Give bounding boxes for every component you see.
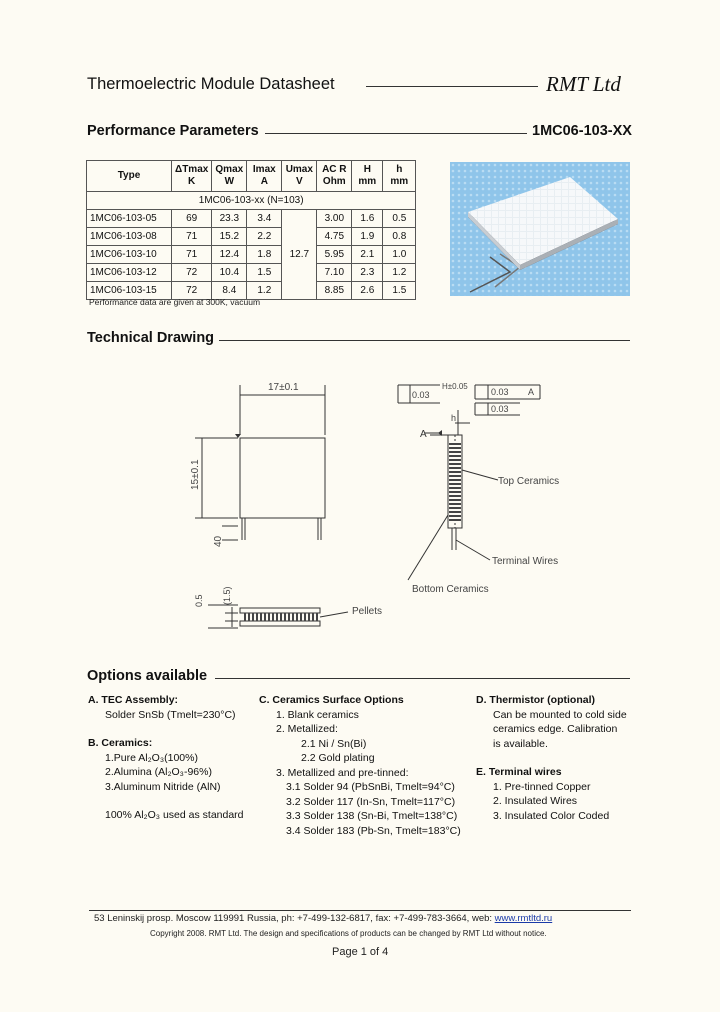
performance-table xyxy=(86,160,416,300)
list-item: is available. xyxy=(493,737,548,750)
header-rule xyxy=(366,86,538,87)
cell-type: 1MC06-103-10 xyxy=(87,246,172,264)
table-row xyxy=(87,264,416,282)
website-link[interactable]: www.rmtltd.ru xyxy=(494,913,553,924)
cell-q: 15.2 xyxy=(212,228,247,246)
dim-side: h xyxy=(451,413,457,423)
list-item: Can be mounted to cold side xyxy=(493,708,627,721)
cell-q: 12.4 xyxy=(212,246,247,264)
table-row xyxy=(87,228,416,246)
table-row xyxy=(87,246,416,264)
cell-h: 0.5 xyxy=(383,210,416,228)
page-number: Page 1 of 4 xyxy=(332,946,389,958)
address-text: 53 Leninskij prosp. Moscow 119991 Russia, ph: +7-499-132-6817, fax: +7-499-783-3664, web: xyxy=(94,913,495,924)
options-col1 xyxy=(88,693,258,823)
cell-r: 4.75 xyxy=(317,228,352,246)
dim-tol2: 0.03 xyxy=(491,387,509,397)
cell-q: 10.4 xyxy=(212,264,247,282)
cell-H: 2.3 xyxy=(352,264,383,282)
footer-address xyxy=(94,913,552,924)
group-row xyxy=(87,192,416,210)
col-acr: AC R Ohm xyxy=(317,161,352,192)
cell-dt: 72 xyxy=(172,264,212,282)
cell-r: 3.00 xyxy=(317,210,352,228)
col-H: H mm xyxy=(352,161,383,192)
dim-top: H±0.05 xyxy=(442,382,468,391)
dim-tol1: 0.03 xyxy=(412,390,430,400)
list-item: Solder SnSb (Tmelt=230°C) xyxy=(105,708,236,721)
document-title: Thermoelectric Module Datasheet xyxy=(87,75,335,93)
list-item: 2.2 Gold plating xyxy=(301,752,375,764)
cell-type: 1MC06-103-08 xyxy=(87,228,172,246)
list-item: ceramics edge. Calibration xyxy=(493,723,618,735)
cell-dt: 72 xyxy=(172,282,212,300)
part-number: 1MC06-103-XX xyxy=(532,123,632,139)
col-h: h mm xyxy=(383,161,416,192)
col-dtmax: ΔTmax K xyxy=(172,161,212,192)
cell-q: 23.3 xyxy=(212,210,247,228)
list-item: 1.Pure Al₂O₃(100%) xyxy=(105,751,198,764)
ceramics-title: B. Ceramics: xyxy=(88,737,153,749)
cell-type: 1MC06-103-15 xyxy=(87,282,172,300)
footer-rule xyxy=(89,910,631,911)
col-imax: Imax A xyxy=(247,161,282,192)
cell-r: 8.85 xyxy=(317,282,352,300)
performance-heading: Performance Parameters xyxy=(87,123,259,139)
list-item: 3.4 Solder 183 (Pb-Sn, Tmelt=183°C) xyxy=(286,824,461,837)
options-rule xyxy=(215,678,630,679)
list-item: 2.1 Ni / Sn(Bi) xyxy=(301,737,367,750)
module-photo-image xyxy=(450,162,630,296)
cell-i: 3.4 xyxy=(247,210,282,228)
cell-h: 0.8 xyxy=(383,228,416,246)
options-heading: Options available xyxy=(87,668,208,684)
options-col3 xyxy=(476,693,636,823)
cell-H: 1.6 xyxy=(352,210,383,228)
cell-i: 1.2 xyxy=(247,282,282,300)
brand-logo-text: RMT Ltd xyxy=(546,72,621,96)
performance-note: Performance data are given at 300K, vacuum xyxy=(89,297,261,307)
performance-rule xyxy=(265,133,527,134)
dim-height: 15±0.1 xyxy=(190,459,201,490)
cell-i: 1.5 xyxy=(247,264,282,282)
module-top-view xyxy=(240,438,325,518)
cell-type: 1MC06-103-05 xyxy=(87,210,172,228)
drawing-heading: Technical Drawing xyxy=(87,330,215,346)
dim-thick2: (1.5) xyxy=(222,586,232,605)
dim-tol3: 0.03 xyxy=(491,404,509,414)
list-item: 3. Insulated Color Coded xyxy=(493,809,610,822)
footer-copyright: Copyright 2008. RMT Ltd. The design and specifications of products can be changed by RMT Ltd without notice. xyxy=(150,929,547,938)
cell-dt: 71 xyxy=(172,246,212,264)
col-type: Type xyxy=(87,161,172,192)
list-item: 100% Al₂O₃ used as standard xyxy=(105,809,244,821)
list-item: 3.Aluminum Nitride (AlN) xyxy=(105,780,221,793)
list-item: 3.2 Solder 117 (In-Sn, Tmelt=117°C) xyxy=(286,795,456,808)
cell-h: 1.2 xyxy=(383,264,416,282)
label-top-ceramics: Top Ceramics xyxy=(498,476,560,487)
list-item: 3.1 Solder 94 (PbSnBi, Tmelt=94°C) xyxy=(286,781,455,793)
cell-i: 2.2 xyxy=(247,228,282,246)
cell-dt: 71 xyxy=(172,228,212,246)
list-item: 2.Alumina (Al₂O₃-96%) xyxy=(105,766,212,778)
list-item: 2. Insulated Wires xyxy=(493,795,578,807)
datum-ref: A xyxy=(528,387,535,397)
table-row xyxy=(87,210,416,228)
list-item: 3.3 Solder 138 (Sn-Bi, Tmelt=138°C) xyxy=(286,810,458,822)
list-item: 2. Metallized: xyxy=(276,723,338,735)
label-terminal-wires: Terminal Wires xyxy=(492,556,559,567)
dim-lead: 40 xyxy=(213,535,224,547)
label-pellets: Pellets xyxy=(352,606,383,617)
col-qmax: Qmax W xyxy=(212,161,247,192)
dim-thick1: 0.5 xyxy=(194,594,204,607)
label-bottom-ceramics: Bottom Ceramics xyxy=(412,584,489,595)
options-col2 xyxy=(259,693,474,838)
surface-options-title: C. Ceramics Surface Options xyxy=(259,694,404,706)
col-umax: Umax V xyxy=(282,161,317,192)
dim-width: 17±0.1 xyxy=(268,382,299,393)
list-item: 1. Blank ceramics xyxy=(276,708,359,721)
cell-r: 7.10 xyxy=(317,264,352,282)
cell-H: 2.6 xyxy=(352,282,383,300)
thermistor-title: D. Thermistor (optional) xyxy=(476,694,595,706)
module-photo xyxy=(450,162,630,296)
cell-dt: 69 xyxy=(172,210,212,228)
tec-assembly-title: A. TEC Assembly: xyxy=(88,694,179,706)
cell-i: 1.8 xyxy=(247,246,282,264)
list-item: 1. Pre-tinned Copper xyxy=(493,780,591,793)
datum-label: A xyxy=(420,429,427,440)
cell-H: 2.1 xyxy=(352,246,383,264)
cell-r: 5.95 xyxy=(317,246,352,264)
cell-h: 1.5 xyxy=(383,282,416,300)
cell-type: 1MC06-103-12 xyxy=(87,264,172,282)
cell-umax: 12.7 xyxy=(282,210,317,300)
group-label: 1MC06-103-xx (N=103) xyxy=(87,192,416,210)
table-header-row xyxy=(87,161,416,192)
cell-h: 1.0 xyxy=(383,246,416,264)
technical-drawing xyxy=(180,375,580,635)
cell-H: 1.9 xyxy=(352,228,383,246)
cell-q: 8.4 xyxy=(212,282,247,300)
terminal-wires-title: E. Terminal wires xyxy=(476,766,562,778)
drawing-rule xyxy=(219,340,630,341)
list-item: 3. Metallized and pre-tinned: xyxy=(276,766,409,779)
